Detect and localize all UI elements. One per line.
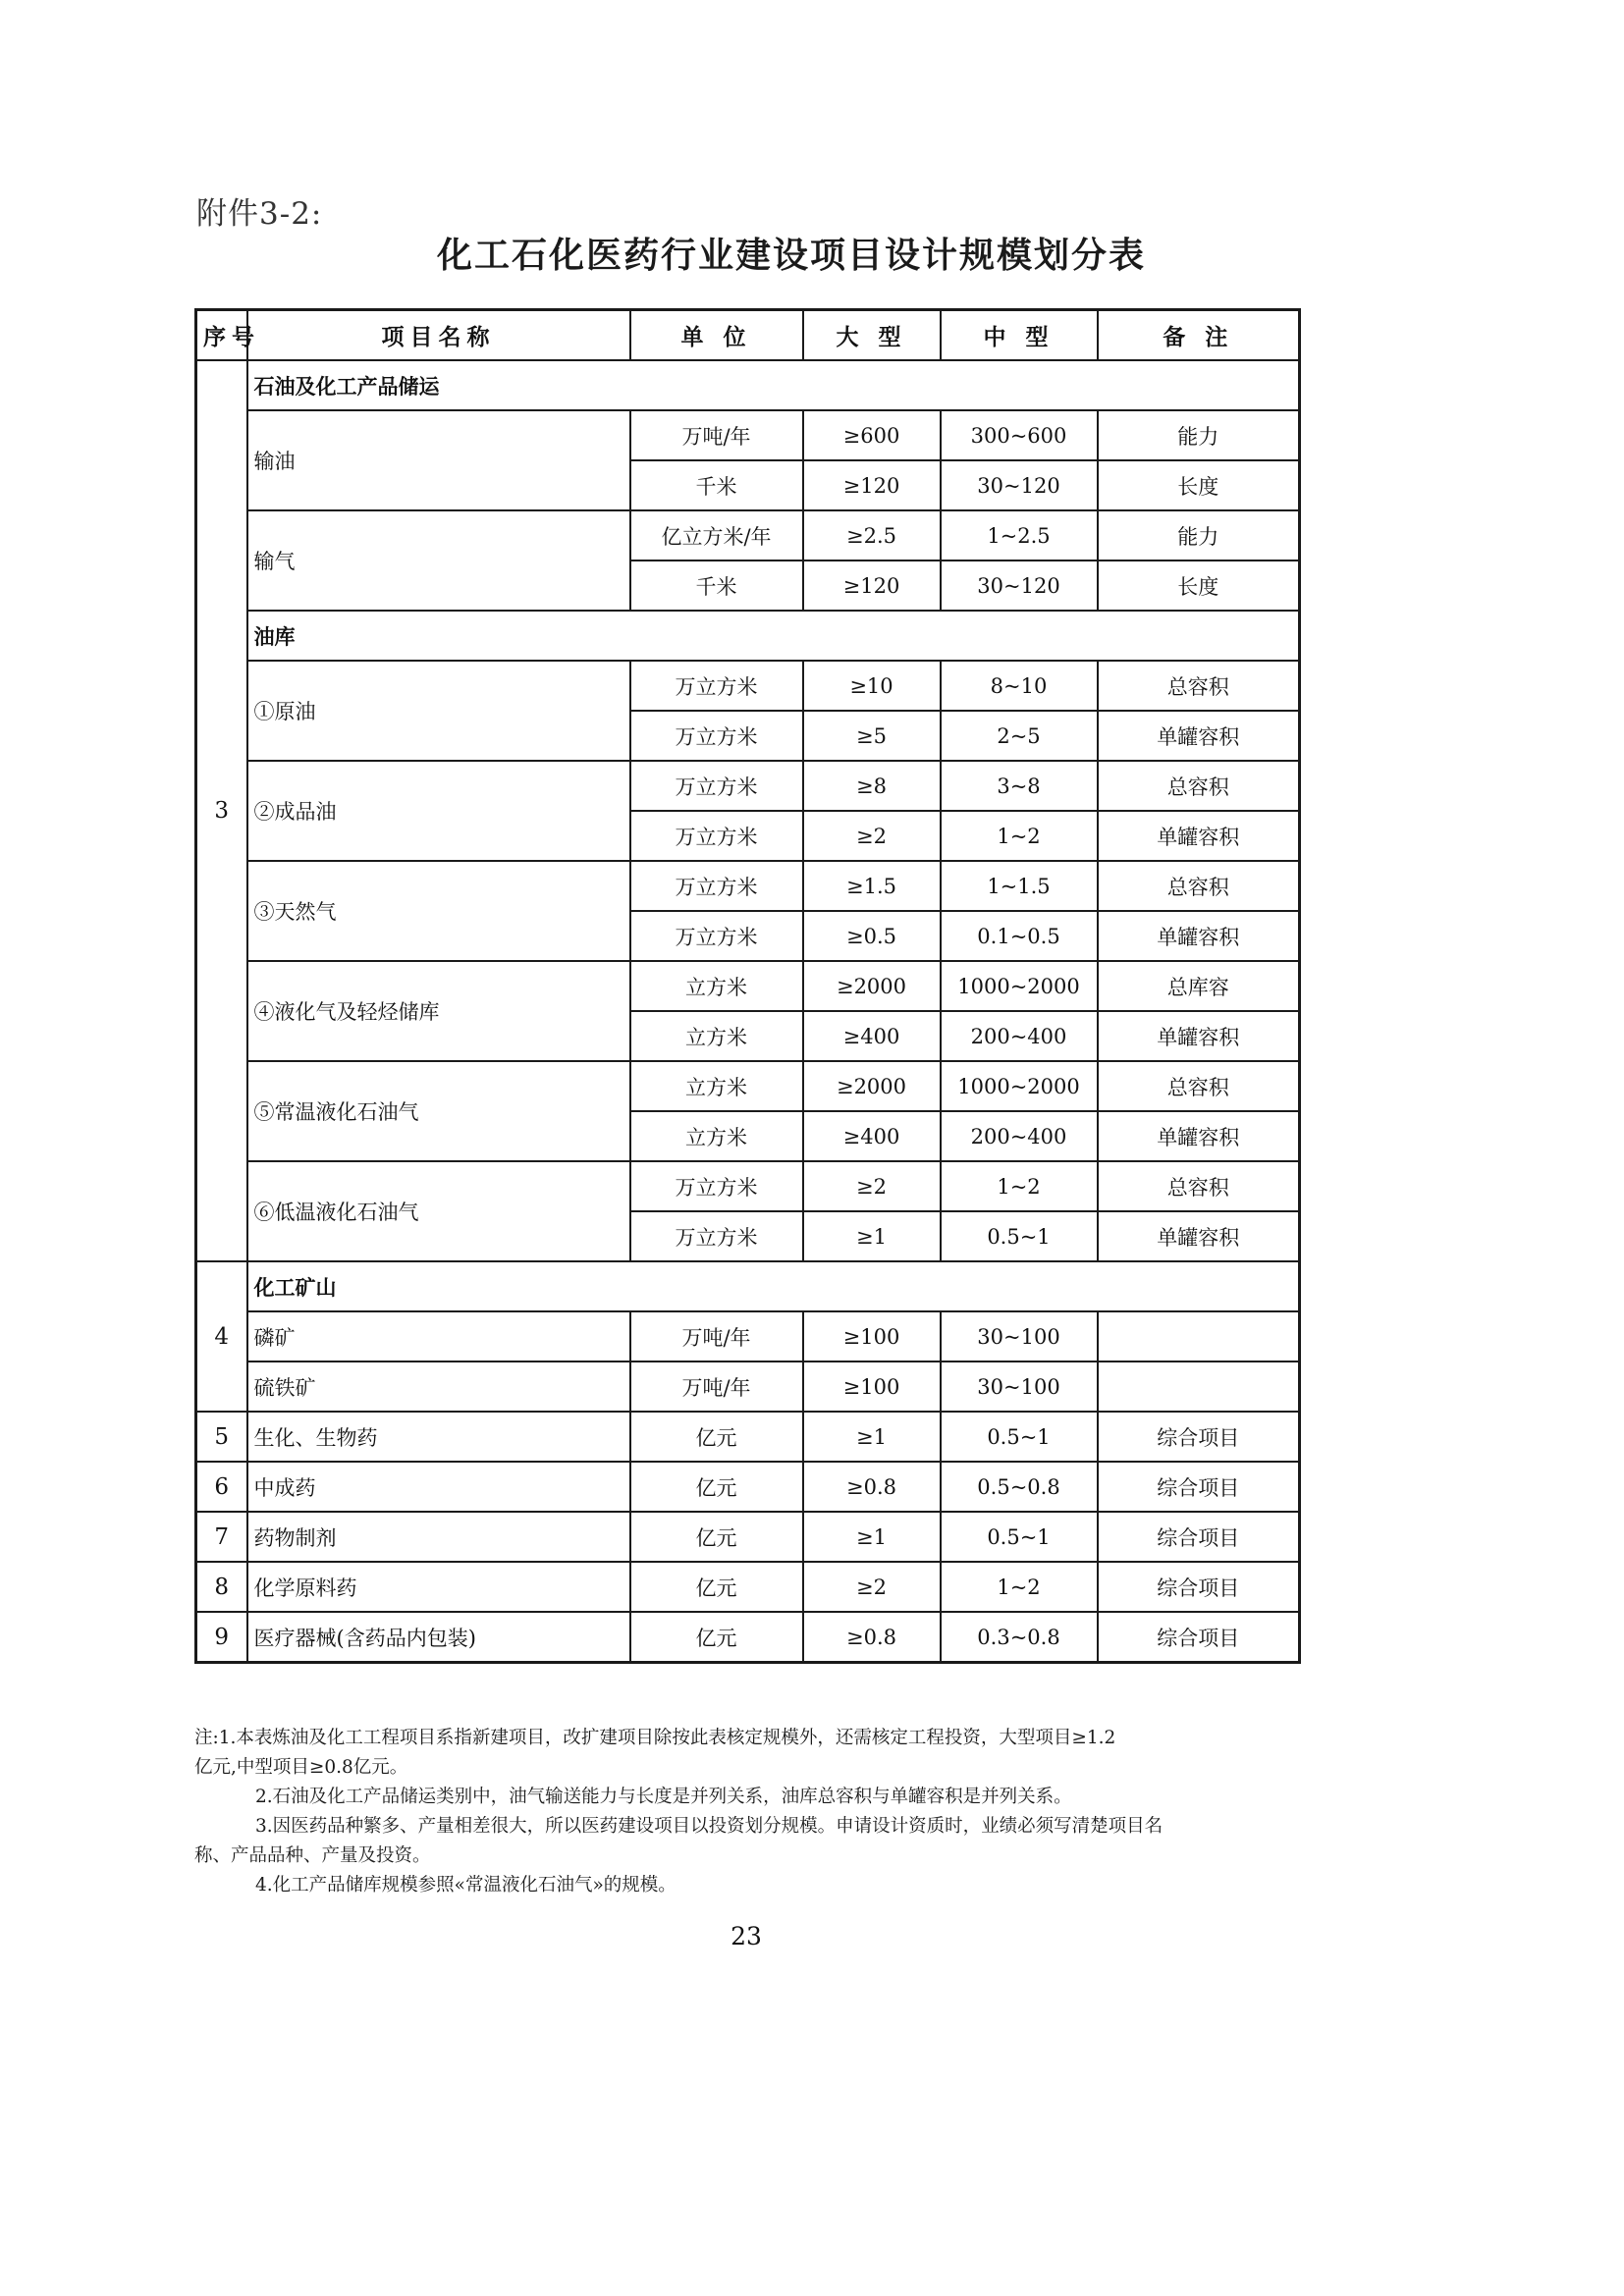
item-name: 化学原料药 bbox=[247, 1562, 630, 1612]
remark-cell: 单罐容积 bbox=[1098, 711, 1300, 761]
large-cell: ≥0.5 bbox=[803, 911, 941, 961]
unit-cell: 立方米 bbox=[630, 961, 803, 1011]
item-name: 药物制剂 bbox=[247, 1512, 630, 1562]
table-row bbox=[196, 1161, 1300, 1211]
table-row bbox=[196, 1362, 1300, 1412]
large-cell: ≥100 bbox=[803, 1362, 941, 1412]
large-cell: ≥120 bbox=[803, 561, 941, 611]
medium-cell: 1000~2000 bbox=[941, 961, 1098, 1011]
row-seq: 3 bbox=[196, 360, 247, 1261]
unit-cell: 千米 bbox=[630, 561, 803, 611]
table-row bbox=[196, 360, 1300, 410]
unit-cell: 亿元 bbox=[630, 1512, 803, 1562]
large-cell: ≥600 bbox=[803, 410, 941, 460]
item-name: 输气 bbox=[247, 510, 630, 611]
row-seq: 8 bbox=[196, 1562, 247, 1612]
row-seq: 9 bbox=[196, 1612, 247, 1663]
medium-cell: 30~120 bbox=[941, 561, 1098, 611]
section-heading: 油库 bbox=[247, 611, 1300, 661]
medium-cell: 1~2 bbox=[941, 811, 1098, 861]
scale-classification-table bbox=[194, 308, 1301, 1664]
remark-cell: 长度 bbox=[1098, 561, 1300, 611]
header-unit: 单 位 bbox=[630, 310, 803, 361]
row-seq: 5 bbox=[196, 1412, 247, 1462]
remark-cell: 综合项目 bbox=[1098, 1562, 1300, 1612]
table-row bbox=[196, 761, 1300, 811]
table-row bbox=[196, 1562, 1300, 1612]
unit-cell: 万吨/年 bbox=[630, 1362, 803, 1412]
row-seq: 4 bbox=[196, 1261, 247, 1412]
remark-cell bbox=[1098, 1311, 1300, 1362]
item-name: ④液化气及轻烃储库 bbox=[247, 961, 630, 1061]
large-cell: ≥2 bbox=[803, 1562, 941, 1612]
medium-cell: 0.5~0.8 bbox=[941, 1462, 1098, 1512]
page-number: 23 bbox=[731, 1922, 762, 1950]
remark-cell: 总容积 bbox=[1098, 1161, 1300, 1211]
unit-cell: 万立方米 bbox=[630, 911, 803, 961]
section-heading: 化工矿山 bbox=[247, 1261, 1300, 1311]
remark-cell: 总容积 bbox=[1098, 761, 1300, 811]
table-row bbox=[196, 961, 1300, 1011]
header-medium: 中 型 bbox=[941, 310, 1098, 361]
note-1-line-2: 亿元,中型项目≥0.8亿元。 bbox=[194, 1757, 408, 1778]
unit-cell: 万吨/年 bbox=[630, 1311, 803, 1362]
note-2: 2.石油及化工产品储运类别中，油气输送能力与长度是并列关系，油库总容积与单罐容积是并列关系。 bbox=[255, 1787, 1072, 1807]
medium-cell: 30~100 bbox=[941, 1311, 1098, 1362]
row-seq: 6 bbox=[196, 1462, 247, 1512]
table-header-row bbox=[196, 310, 1300, 361]
unit-cell: 万立方米 bbox=[630, 1161, 803, 1211]
unit-cell: 亿元 bbox=[630, 1412, 803, 1462]
large-cell: ≥5 bbox=[803, 711, 941, 761]
table-row bbox=[196, 611, 1300, 661]
item-name: ⑥低温液化石油气 bbox=[247, 1161, 630, 1261]
medium-cell: 30~120 bbox=[941, 460, 1098, 510]
medium-cell: 1~2.5 bbox=[941, 510, 1098, 561]
document-title: 化工石化医药行业建设项目设计规模划分表 bbox=[436, 235, 1146, 276]
attachment-label: 附件3-2: bbox=[196, 196, 323, 232]
large-cell: ≥0.8 bbox=[803, 1612, 941, 1663]
large-cell: ≥8 bbox=[803, 761, 941, 811]
unit-cell: 立方米 bbox=[630, 1061, 803, 1111]
unit-cell: 亿元 bbox=[630, 1612, 803, 1663]
large-cell: ≥1 bbox=[803, 1412, 941, 1462]
medium-cell: 1~2 bbox=[941, 1562, 1098, 1612]
item-name: ③天然气 bbox=[247, 861, 630, 961]
large-cell: ≥400 bbox=[803, 1111, 941, 1161]
large-cell: ≥0.8 bbox=[803, 1462, 941, 1512]
medium-cell: 1~2 bbox=[941, 1161, 1098, 1211]
medium-cell: 200~400 bbox=[941, 1011, 1098, 1061]
table-row bbox=[196, 1612, 1300, 1663]
item-name: 中成药 bbox=[247, 1462, 630, 1512]
table-row bbox=[196, 410, 1300, 460]
large-cell: ≥400 bbox=[803, 1011, 941, 1061]
item-name: 生化、生物药 bbox=[247, 1412, 630, 1462]
remark-cell: 总容积 bbox=[1098, 661, 1300, 711]
large-cell: ≥2000 bbox=[803, 1061, 941, 1111]
unit-cell: 万立方米 bbox=[630, 1211, 803, 1261]
unit-cell: 万立方米 bbox=[630, 711, 803, 761]
item-name: ⑤常温液化石油气 bbox=[247, 1061, 630, 1161]
row-seq: 7 bbox=[196, 1512, 247, 1562]
remark-cell: 总容积 bbox=[1098, 861, 1300, 911]
unit-cell: 千米 bbox=[630, 460, 803, 510]
remark-cell: 综合项目 bbox=[1098, 1512, 1300, 1562]
medium-cell: 0.1~0.5 bbox=[941, 911, 1098, 961]
remark-cell: 综合项目 bbox=[1098, 1462, 1300, 1512]
item-name: 硫铁矿 bbox=[247, 1362, 630, 1412]
table-notes bbox=[194, 1724, 1298, 1900]
item-name: ①原油 bbox=[247, 661, 630, 761]
large-cell: ≥1.5 bbox=[803, 861, 941, 911]
header-remarks: 备 注 bbox=[1098, 310, 1300, 361]
unit-cell: 亿立方米/年 bbox=[630, 510, 803, 561]
unit-cell: 亿元 bbox=[630, 1462, 803, 1512]
remark-cell: 综合项目 bbox=[1098, 1612, 1300, 1663]
unit-cell: 立方米 bbox=[630, 1111, 803, 1161]
table-row bbox=[196, 1061, 1300, 1111]
large-cell: ≥1 bbox=[803, 1211, 941, 1261]
medium-cell: 200~400 bbox=[941, 1111, 1098, 1161]
remark-cell: 总容积 bbox=[1098, 1061, 1300, 1111]
unit-cell: 万立方米 bbox=[630, 811, 803, 861]
medium-cell: 1000~2000 bbox=[941, 1061, 1098, 1111]
medium-cell: 0.5~1 bbox=[941, 1512, 1098, 1562]
remark-cell: 单罐容积 bbox=[1098, 1211, 1300, 1261]
table-row bbox=[196, 1512, 1300, 1562]
large-cell: ≥2 bbox=[803, 1161, 941, 1211]
note-3-line-2: 称、产品品种、产量及投资。 bbox=[194, 1845, 431, 1866]
header-project-name: 项目名称 bbox=[247, 310, 630, 361]
unit-cell: 万吨/年 bbox=[630, 410, 803, 460]
medium-cell: 30~100 bbox=[941, 1362, 1098, 1412]
item-name: ②成品油 bbox=[247, 761, 630, 861]
medium-cell: 3~8 bbox=[941, 761, 1098, 811]
item-name: 医疗器械(含药品内包装) bbox=[247, 1612, 630, 1663]
large-cell: ≥10 bbox=[803, 661, 941, 711]
medium-cell: 300~600 bbox=[941, 410, 1098, 460]
remark-cell: 能力 bbox=[1098, 510, 1300, 561]
table-row bbox=[196, 1462, 1300, 1512]
medium-cell: 0.5~1 bbox=[941, 1211, 1098, 1261]
remark-cell: 单罐容积 bbox=[1098, 911, 1300, 961]
table-row bbox=[196, 1412, 1300, 1462]
header-large: 大 型 bbox=[803, 310, 941, 361]
table-row bbox=[196, 661, 1300, 711]
item-name: 输油 bbox=[247, 410, 630, 510]
unit-cell: 万立方米 bbox=[630, 861, 803, 911]
header-seq: 序号 bbox=[196, 310, 247, 361]
item-name: 磷矿 bbox=[247, 1311, 630, 1362]
section-heading: 石油及化工产品储运 bbox=[247, 360, 1300, 410]
remark-cell: 长度 bbox=[1098, 460, 1300, 510]
unit-cell: 万立方米 bbox=[630, 761, 803, 811]
note-4: 4.化工产品储库规模参照«常温液化石油气»的规模。 bbox=[255, 1875, 677, 1896]
remark-cell: 单罐容积 bbox=[1098, 811, 1300, 861]
large-cell: ≥2000 bbox=[803, 961, 941, 1011]
remark-cell: 能力 bbox=[1098, 410, 1300, 460]
medium-cell: 8~10 bbox=[941, 661, 1098, 711]
remark-cell bbox=[1098, 1362, 1300, 1412]
note-3-line-1: 3.因医药品种繁多、产量相差很大，所以医药建设项目以投资划分规模。申请设计资质时，业绩必须写清楚项目名 bbox=[255, 1816, 1164, 1837]
table-row bbox=[196, 1261, 1300, 1311]
medium-cell: 0.3~0.8 bbox=[941, 1612, 1098, 1663]
table-row bbox=[196, 510, 1300, 561]
large-cell: ≥2 bbox=[803, 811, 941, 861]
medium-cell: 0.5~1 bbox=[941, 1412, 1098, 1462]
note-1-line-1: 注:1.本表炼油及化工工程项目系指新建项目，改扩建项目除按此表核定规模外，还需核定工程投资，大型项目≥1.2 bbox=[194, 1728, 1116, 1748]
unit-cell: 立方米 bbox=[630, 1011, 803, 1061]
large-cell: ≥1 bbox=[803, 1512, 941, 1562]
remark-cell: 单罐容积 bbox=[1098, 1111, 1300, 1161]
medium-cell: 2~5 bbox=[941, 711, 1098, 761]
large-cell: ≥100 bbox=[803, 1311, 941, 1362]
remark-cell: 总库容 bbox=[1098, 961, 1300, 1011]
large-cell: ≥2.5 bbox=[803, 510, 941, 561]
unit-cell: 万立方米 bbox=[630, 661, 803, 711]
large-cell: ≥120 bbox=[803, 460, 941, 510]
table-row bbox=[196, 1311, 1300, 1362]
remark-cell: 单罐容积 bbox=[1098, 1011, 1300, 1061]
unit-cell: 亿元 bbox=[630, 1562, 803, 1612]
medium-cell: 1~1.5 bbox=[941, 861, 1098, 911]
table-row bbox=[196, 861, 1300, 911]
remark-cell: 综合项目 bbox=[1098, 1412, 1300, 1462]
